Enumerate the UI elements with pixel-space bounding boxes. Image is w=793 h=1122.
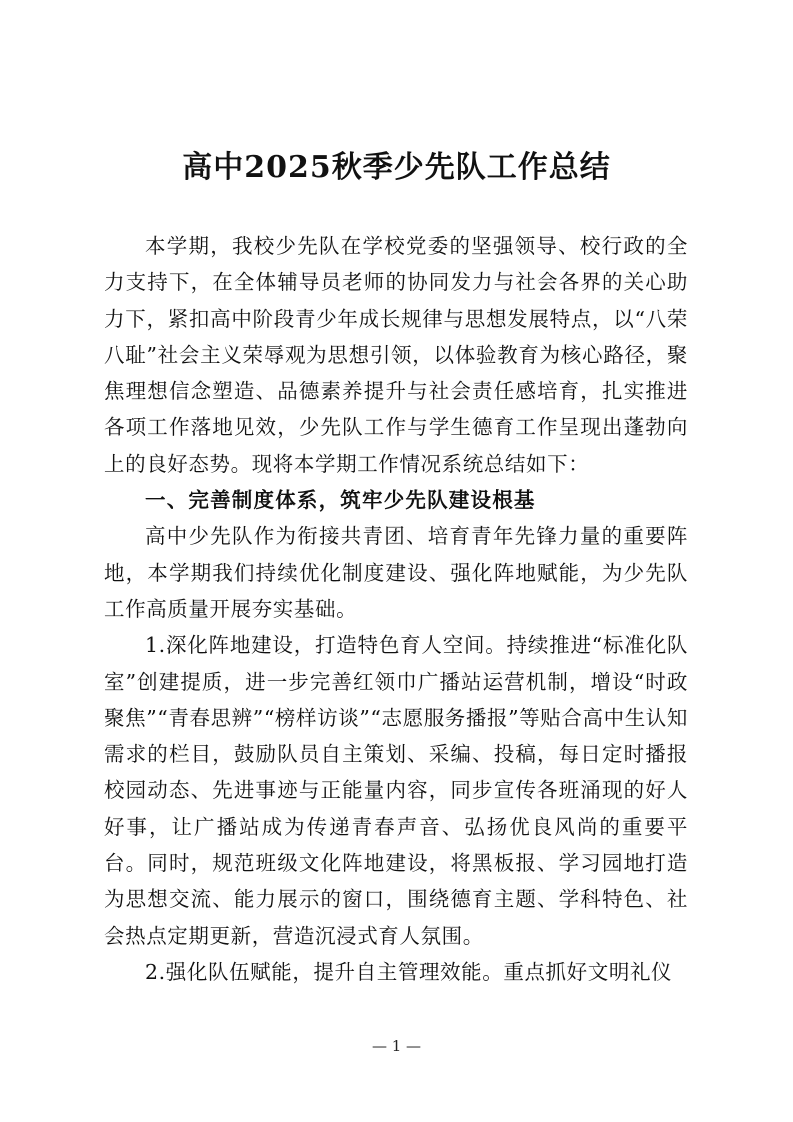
item-1-paragraph: 1.深化阵地建设，打造特色育人空间。持续推进“标准化队室”创建提质，进一步完善红领巾广播站运营机制，增设“时政聚焦”“青春思辨”“榜样访谈”“志愿服务播报”等贴合高中生认知需求的栏目，鼓励队员自主策划、采编、投稿，每日定时播报校园动态、先进事迹与正能量内容，同步宣传各班涌现的好人好事，让广播站成为传递青春声音、弘扬优良风尚的重要平台。同时，规范班级文化阵地建设，将黑板报、学习园地打造为思想交流、能力展示的窗口，围绕德育主题、学科特色、社会热点定期更新，营造沉浸式育人氛围。	[104, 633, 688, 948]
document-title: 高中2025秋季少先队工作总结	[182, 150, 611, 185]
section-heading: 一、完善制度体系，筑牢少先队建设根基	[145, 488, 536, 513]
document-body	[104, 228, 688, 990]
section-intro-paragraph: 高中少先队作为衔接共青团、培育青年先锋力量的重要阵地，本学期我们持续优化制度建设、强化阵地赋能，为少先队工作高质量开展夯实基础。	[104, 524, 688, 621]
item-2-paragraph: 2.强化队伍赋能，提升自主管理效能。重点抓好文明礼仪	[145, 959, 673, 984]
page-number: — 1 —	[371, 1037, 422, 1055]
intro-paragraph: 本学期，我校少先队在学校党委的坚强领导、校行政的全力支持下，在全体辅导员老师的协同发力与社会各界的关心助力下，紧扣高中阶段青少年成长规律与思想发展特点，以“八荣八耻”社会主义荣辱观为思想引领，以体验教育为核心路径，聚焦理想信念塑造、品德素养提升与社会责任感培育，扎实推进各项工作落地见效，少先队工作与学生德育工作呈现出蓬勃向上的良好态势。现将本学期工作情况系统总结如下：	[104, 234, 688, 476]
